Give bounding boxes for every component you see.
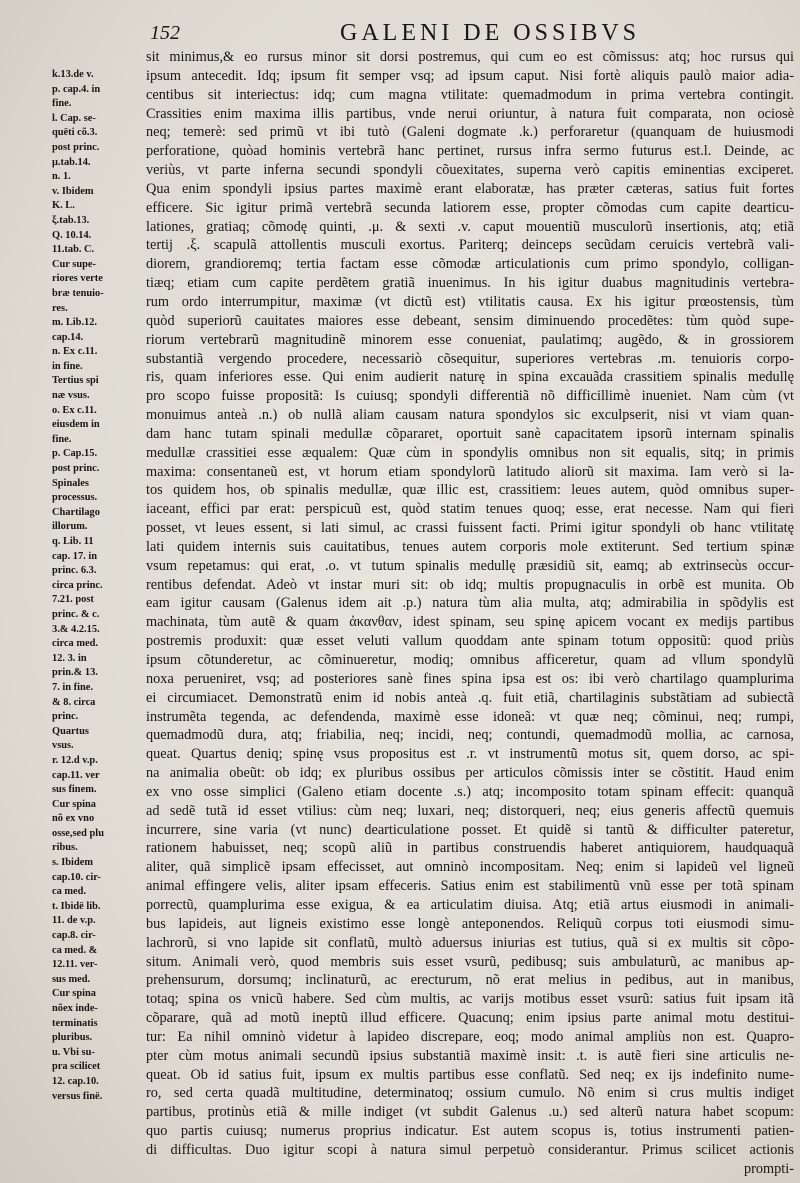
text-line: prompti-: [743, 1160, 794, 1177]
margin-note: processus.: [52, 492, 98, 504]
text-line: ei circumiacet. Demonstratũ enim id nobis anteà .q. fuit etiã, chartilaginis substãtiam ad subiectã: [146, 689, 794, 706]
text-line: riorum vertebrarũ magnitudinẽ minorem esse conueniat, paulatimq; augẽdo, & in grossiorem: [146, 331, 794, 348]
text-line: ris, quam inferiores esse. Qui enim audierit naturę in spina excauãda crassitiem spinalis medullę: [146, 369, 794, 386]
text-line: lati quidem internis suis cauitatibus, tenues autem corporis mole extiterunt. Sed tertium spinæ: [146, 538, 794, 555]
margin-note: 12. 3. in: [52, 652, 87, 664]
text-line: vsum repetamus: qui erat, .o. vt tutum spinalis medullę præsidiũ sit, eamq; ab extrinsecùs occur-: [146, 557, 794, 574]
margin-note: v. Ibidem: [52, 185, 94, 197]
margin-note: 11.tab. C.: [52, 244, 95, 256]
folio-number: 152: [150, 22, 180, 44]
text-line: aliter, quã simplicẽ ipsam effecisset, aut omninò incompositam. Neq; enim si lapideũ vel ligneũ: [146, 859, 794, 876]
text-line: veriùs, vt parte inferna secundi spondyli cõuexitates, superna verò capitis eminentias exciperet.: [146, 162, 794, 179]
margin-note: ξ.tab.13.: [52, 214, 90, 226]
text-line: sit minimus,& eo rursus minor sit dorsi postremus, qui cum eo est cõmissus: atq; hoc rursus qui: [146, 49, 794, 65]
margin-note: fine.: [52, 433, 72, 445]
margin-note: illorum.: [52, 521, 88, 533]
margin-note: princ. & c.: [52, 608, 100, 620]
margin-note: s. Ibidem: [52, 857, 93, 869]
body-text: [146, 48, 794, 1179]
margin-note: q. Lib. 11: [52, 536, 94, 547]
text-line: rationem habuisset, neq; scopũ aliũ in partibus construendis haberet antiquiorem, haudquaquã: [146, 840, 794, 857]
margin-note: 11. de v.p.: [52, 915, 96, 927]
margin-note: k.13.de v.: [52, 69, 94, 80]
margin-notes: [52, 68, 150, 1104]
text-line: na animalia obeũt: ob idq; ex pluribus ossibus per articulos cõmissis inter se cõstitit. Haud enim: [146, 765, 794, 782]
text-line: tertij .ξ. scapulã attollentis musculi exortus. Pariterq; deinceps secũdam ceruicis vertebrã vali-: [146, 237, 794, 254]
text-line: posset, vt leues essent, si lati simul, ac crassi fuissent facti. Primi igitur spondyli ob hanc vtilitatę: [146, 520, 794, 537]
text-line: pro scopo fuisse propositã: Is cuiusq; spondyli differentiã nõ difficillimè inueniet. Nam cùm (vt: [146, 388, 794, 405]
margin-note: osse,sed plu: [52, 827, 104, 839]
margin-note: m. Lib.12.: [52, 317, 98, 329]
margin-note: o. Ex c.11.: [52, 404, 97, 416]
margin-note: cap.14.: [52, 331, 84, 343]
text-line: monuimus anteà .n.) ob nullã aliam causam natura spondylos sic exculpserit, nisi vt viam quan-: [146, 407, 794, 424]
margin-note: in fine.: [52, 360, 83, 372]
margin-note: ribus.: [52, 842, 78, 854]
text-line: postremis produxit: quæ esset veluti vallum quoddam ante spinam totum oppositũ: quod priùs: [146, 633, 794, 650]
text-line: pter cùm motus animali secundũ ipsius substantiã maximè insit: .t. is autẽ fieri sine articulis ne-: [146, 1047, 794, 1064]
margin-note: versus finë.: [52, 1090, 103, 1102]
text-line: di difficultas. Duo igitur scopi à natura simul perpetuò considerantur. Primus scilicet actionis: [146, 1141, 794, 1158]
text-line: efficere. Sic igitur primã vertebrã secunda latiorem esse, propter cõmodas cum capite dearticu-: [146, 199, 794, 216]
text-line: neq; temerè: sed primũ vt ibi tutò (Galeni dogmate .k.) perforaretur (quanquam de huiusmodi: [146, 124, 794, 141]
text-line: porrectũ, quamplurima esse exigua, & ea articulatim diuisa. Atq; etiã artus eiusmodi in animali-: [146, 896, 794, 913]
text-line: instrumẽta tegenda, ac defendenda, maximè esse idoneã: vt quæ neq; cõminui, neq; rumpi,: [146, 708, 794, 725]
margin-note: riores verte: [52, 273, 103, 285]
text-line: quo partis cuiusq; numerus proprius indicatur. Est autem scopus is, totius instrumenti patien-: [146, 1123, 794, 1140]
margin-note: post princ.: [52, 141, 100, 153]
text-line: situm. Animali verò, quod membris suis esset vsurũ, pedibusq; suis ambulaturũ, ac manibus ap-: [146, 953, 794, 970]
margin-note: Quartus: [52, 725, 89, 737]
text-line: dam hanc tutam spinali medullæ cõpararet, oportuit sanè capacitatem ipsorũ internam spinalis: [146, 425, 794, 442]
text-line: quòd superiorũ cauitates maiores esse debeant, sensim diminuendo procedẽtes: tùm quòd supe-: [146, 312, 794, 329]
text-line: centibus sit interiectus: idq; cum magna vtilitate: quemadmodum in prima vertebra contingit.: [146, 86, 794, 103]
text-line: queat. Ob id satius fuit, ipsum ex multis partibus esse conflatũ. Sed neq; ex ijs indefinito nume-: [146, 1066, 794, 1083]
margin-note: l. Cap. se-: [52, 112, 96, 124]
text-line: quemadmodũ dura, atq; friabilia, neq; incidi, neq; contundi, quemadmodũ mollia, ac carnosa,: [146, 727, 794, 744]
margin-note: cap.8. cir-: [52, 930, 96, 942]
margin-note: res.: [52, 302, 68, 314]
text-line: eam igitur causam (Galenus idem ait .p.) natura tùm alia multa, atq; admirabilia in spõdylis est: [146, 595, 794, 612]
margin-note: cap.11. ver: [52, 769, 100, 781]
margin-note: næ vsus.: [52, 390, 90, 402]
margin-note: Tertius spi: [52, 375, 99, 387]
margin-note: n. 1.: [52, 171, 71, 183]
margin-note: Q. 10.14.: [52, 229, 92, 241]
margin-note: cap. 17. in: [52, 550, 98, 562]
margin-note: n. Ex c.11.: [52, 346, 98, 358]
margin-note: circa princ.: [52, 579, 103, 591]
margin-note: 7.21. post: [52, 594, 94, 606]
text-line: ro, sed certa quadã multitudine, determinatoq; ossium cumulo. Nõ enim si crus multis indiget: [146, 1085, 794, 1102]
margin-note: cap.10. cir-: [52, 871, 101, 883]
margin-note: pra scilicet: [52, 1061, 101, 1073]
margin-note: sus med.: [52, 973, 91, 985]
margin-note: princ. 6.3.: [52, 565, 97, 577]
text-line: noxa perueniret, vsq; ad posteriores sanè fines spina ipsa est os: ibi verò chartilago quamplurima: [146, 670, 794, 687]
margin-note: quëti cõ.3.: [52, 127, 98, 139]
text-line: bus lapideis, aut ligneis existimo esse longè anteponendos. Reliquũ corpus toti eiusmodi simu-: [146, 915, 794, 932]
text-line: Crassities enim maxima illis partibus, vnde nerui oriuntur, à natura fuit comparata, non ociosè: [146, 105, 794, 122]
margin-note: ca med. &: [52, 944, 98, 956]
margin-note: princ.: [52, 711, 79, 723]
margin-note: Cur spina: [52, 798, 96, 810]
text-line: perforatione, quòad hominis vertebrã hanc pertinet, rursus infra sermo futurus est.l. Deinde, ac: [146, 143, 794, 160]
text-line: totaq; spina os vnicũ habere. Sed cùm multis, ac varijs motibus esset vsurũ: satius fuit ipsam itã: [146, 991, 794, 1008]
text-line: iaceant, effici par erat: perspicuũ est, quòd statim tenues quoq; esse, erat necesse. Nam qui fieri: [146, 501, 794, 518]
text-line: substantiã vergendo procedere, necessariò cõsequitur, superiores vertebras .m. tenuioris corpo-: [146, 350, 794, 367]
margin-note: p. Cap.15.: [52, 448, 98, 460]
text-line: lationes, gratiaq; cõmodę quinti, .μ. & sexti .v. caput mouentiũ musculorũ insertionis, atq; etiã: [146, 218, 794, 235]
margin-note: sus finem.: [52, 784, 97, 796]
text-line: maxima: consentaneũ est, vt horum etiam spondylorũ latitudo aliorũ sit maxima. Iam verò si la-: [146, 463, 794, 480]
margin-note: Spinales: [52, 477, 89, 489]
margin-note: terminatis: [52, 1017, 98, 1029]
margin-note: Cur spina: [52, 988, 96, 1000]
text-line: lachrorũ, si vno lapide sit conflatũ, multò aduersus iniurias est tutius, quã si ex multis sit cõpo-: [146, 934, 794, 951]
page-header: [150, 18, 790, 52]
margin-note: vsus.: [52, 740, 74, 752]
margin-note: fine.: [52, 98, 72, 110]
margin-note: 7. in fine.: [52, 681, 93, 693]
margin-note: ca med.: [52, 886, 87, 898]
margin-note: bræ tenuio-: [52, 287, 104, 299]
margin-note: r. 12.d v.p.: [52, 754, 98, 766]
text-line: incurrere, sine varia (vt nunc) dearticulatione posset. Et quidẽ si tantũ & difficulter pateretur,: [146, 821, 794, 838]
text-line: tur: Ea nihil omninò videtur à lapideo discrepare, eoq; modo animal ampliùs non est. Quapro-: [146, 1028, 794, 1045]
margin-note: nõex inde-: [52, 1003, 98, 1014]
margin-note: circa med.: [52, 638, 98, 650]
margin-note: t. Ibidë lib.: [52, 900, 101, 912]
text-line: tiæq; etiam cum capite perdẽtem gratiã inuenimus. In his igitur duabus magnitudinis vertebra-: [146, 275, 794, 292]
margin-note: 12.11. ver-: [52, 959, 98, 971]
margin-note: μ.tab.14.: [52, 156, 91, 168]
text-line: rum ordo interrumpitur, maximæ (vt dictũ est) vtilitatis causa. Ex his igitur prœostensis, tùm: [146, 293, 794, 310]
margin-note: Cur supe-: [52, 258, 96, 270]
text-line: ex vno osse simplici (Galeno etiam docente .s.) atq; incomposito totam spinam effecit: quanquã: [146, 783, 794, 800]
text-line: cõparare, quã ad motũ ineptũ illud efficere. Quacunq; enim ipsius parte animal motu destitui-: [146, 1010, 794, 1027]
margin-note: p. cap.4. in: [52, 83, 101, 95]
margin-note: 12. cap.10.: [52, 1075, 99, 1087]
margin-note: u. Vbi su-: [52, 1046, 95, 1058]
margin-note: pluribus.: [52, 1032, 93, 1044]
margin-note: 3.& 4.2.15.: [52, 623, 100, 635]
text-line: prehensurum, dorsumq; inclinaturũ, ac erecturum, nõ erat melius in pedibus, aut in manibus,: [146, 972, 794, 989]
text-line: rentibus defendat. Adeò vt instar muri sit: ob idq; multis propugnaculis in orbẽ est munita. Ob: [146, 576, 794, 593]
text-line: ipsum antecedit. Idq; ipsum fit semper vsq; ad ipsum caput. Nisi fortè aliquis paulò maior adia-: [146, 67, 794, 84]
margin-note: prin.& 13.: [52, 667, 98, 679]
margin-note: K. L.: [52, 200, 75, 212]
text-line: tos quidem hos, ob spinalis medullæ, quæ illic est, crassitiem: leues autem, quòd omnibus super-: [146, 482, 794, 499]
text-line: partibus, protinùs etiã & mille indiget (vt subdit Galenus .u.) sed alterũ natura habet scopum:: [146, 1104, 794, 1121]
margin-note: Chartilago: [52, 506, 100, 518]
margin-note: post princ.: [52, 463, 100, 475]
margin-note: eiusdem in: [52, 419, 100, 431]
text-line: machinata, tùm autẽ & quam ἀκανθαν, idest spinam, seu spinę apicem vocant ex medijs partibus: [146, 614, 794, 631]
text-line: ipsum cõtunderetur, ac cõminueretur, modiq; omnibus afficeretur, quam ad vllum spondylũ: [146, 652, 794, 668]
margin-note: nõ ex vno: [52, 813, 95, 825]
text-line: Qua enim spondyli ipsius partes maximè erant elaboratæ, has præter cæteras, satius fuit fortes: [146, 180, 794, 197]
margin-note: & 8. circa: [52, 696, 96, 708]
text-line: ad sedẽ tutã id esset vtilius: cùm neq; luxari, neq; distorqueri, neq; eius generis affectũ quemuis: [146, 802, 794, 819]
text-line: queat. Quartus deniq; spinę vsus propositus est .r. vt instrumentũ motus sit, quem dorso, ac spi-: [146, 746, 794, 763]
running-title: GALENI DE OSSIBVS: [340, 20, 641, 46]
text-line: diorem, grandioremq; tertia factam esse cõmodæ articulationis cum primo spondylo, colligan-: [146, 256, 794, 273]
text-line: animal effingere velis, aliter ipsam effeceris. Satius enim est stabilimentũ vnũ esse per totã spinam: [146, 878, 794, 895]
text-line: medullæ crassitiei esse æqualem: Quæ cùm in spondylis omnibus non sit equalis, sitq; in primis: [146, 444, 794, 461]
